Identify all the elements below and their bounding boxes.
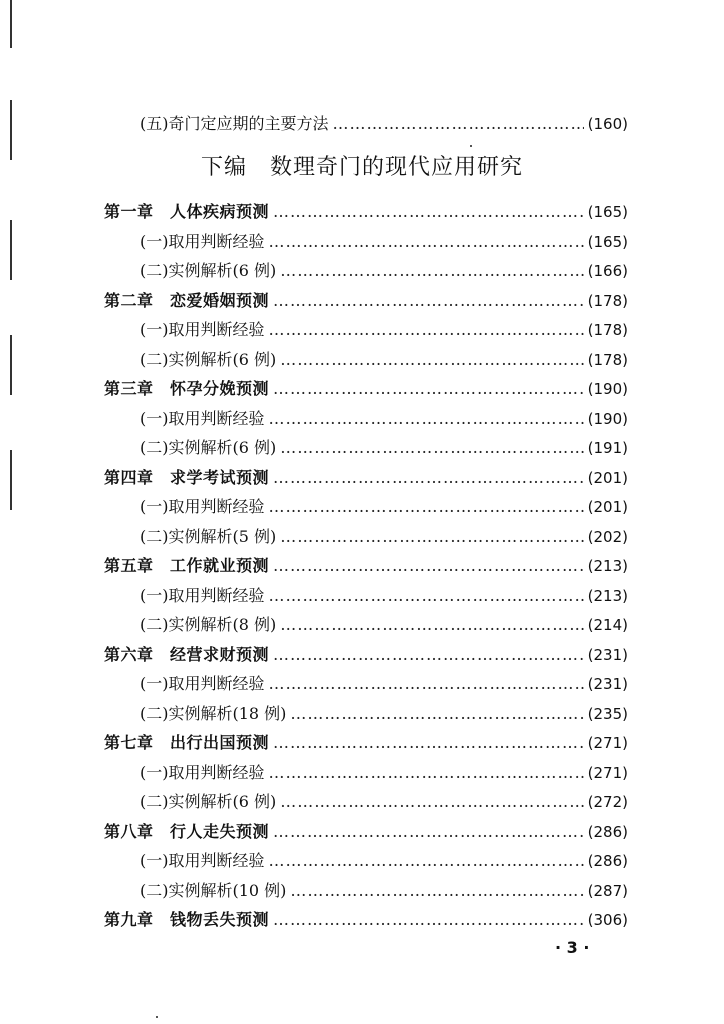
dot-leader [273, 555, 584, 577]
toc-chapter-entry[interactable] [104, 732, 628, 754]
toc-entry-page: (287) [587, 882, 628, 900]
toc-entry-page: (165) [587, 203, 628, 221]
toc-chapter-entry[interactable] [104, 909, 628, 931]
toc-section-entry[interactable] [140, 231, 628, 253]
toc-entry-page: (178) [587, 351, 628, 369]
dot-leader [269, 231, 584, 253]
toc-entry-page: (235) [587, 705, 628, 723]
toc-entry-title: (二)实例解析(5 例) [140, 527, 277, 546]
scan-edge-line [10, 335, 12, 395]
toc-entry-page: (201) [587, 469, 628, 487]
dot-leader [280, 349, 583, 371]
toc-entry-title: 第九章 钱物丢失预测 [104, 910, 270, 929]
toc-chapter-entry[interactable] [104, 290, 628, 312]
toc-entry-page: (272) [587, 793, 628, 811]
toc-chapter-entry[interactable] [104, 644, 628, 666]
dot-leader [269, 408, 584, 430]
toc-entry-title: (一)取用判断经验 [140, 674, 265, 693]
toc-section-entry[interactable] [140, 526, 628, 548]
scan-speck [470, 145, 472, 147]
dot-leader [290, 703, 583, 725]
toc-entry-title: (二)实例解析(10 例) [140, 881, 287, 900]
dot-leader [273, 467, 584, 489]
dot-leader [273, 732, 584, 754]
dot-leader [269, 319, 584, 341]
toc-entry-title: (一)取用判断经验 [140, 851, 265, 870]
toc-entry-page: (286) [587, 823, 628, 841]
dot-leader [280, 614, 583, 636]
toc-entry-page: (191) [587, 439, 628, 457]
toc-section-entry[interactable] [140, 319, 628, 341]
part-heading: 下编 数理奇门的现代应用研究 [200, 155, 523, 180]
toc-section-entry[interactable] [140, 496, 628, 518]
toc-entry-page: (213) [587, 557, 628, 575]
toc-chapter-entry[interactable] [104, 821, 628, 843]
toc-entry-page: (213) [587, 587, 628, 605]
toc-entry-page: (201) [587, 498, 628, 516]
toc-entry-page: (306) [587, 911, 628, 929]
dot-leader [280, 437, 583, 459]
toc-entry-title: (五)奇门定应期的主要方法 [140, 114, 329, 133]
dot-leader [273, 378, 584, 400]
toc-entry-title: (二)实例解析(6 例) [140, 438, 277, 457]
toc-entry-title: 第二章 恋爱婚姻预测 [104, 291, 270, 310]
toc-entry-top[interactable] [140, 113, 628, 135]
dot-leader [290, 880, 583, 902]
toc-entry-page: (190) [587, 380, 628, 398]
toc-entry-title: 第五章 工作就业预测 [104, 556, 270, 575]
toc-entry-title: 第一章 人体疾病预测 [104, 202, 270, 221]
dot-leader [333, 113, 584, 135]
toc-entry-title: (一)取用判断经验 [140, 497, 265, 516]
toc-chapter-entry[interactable] [104, 378, 628, 400]
toc-entry-page: (286) [587, 852, 628, 870]
toc-entry-title: 第四章 求学考试预测 [104, 468, 270, 487]
toc-section-entry[interactable] [140, 437, 628, 459]
dot-leader [269, 762, 584, 784]
toc-entry-page: (271) [587, 764, 628, 782]
dot-leader [273, 821, 584, 843]
toc-entry-title: 第八章 行人走失预测 [104, 822, 270, 841]
toc-entry-title: (一)取用判断经验 [140, 586, 265, 605]
toc-entry-page: (160) [587, 115, 628, 133]
toc-entry-page: (190) [587, 410, 628, 428]
toc-entry-page: (271) [587, 734, 628, 752]
toc-entry-title: (一)取用判断经验 [140, 232, 265, 251]
toc-section-entry[interactable] [140, 791, 628, 813]
toc-entry-page: (231) [587, 646, 628, 664]
toc-entry-title: 第三章 怀孕分娩预测 [104, 379, 270, 398]
toc-section-entry[interactable] [140, 762, 628, 784]
scan-speck [156, 1016, 158, 1018]
toc-entry-title: 第七章 出行出国预测 [104, 733, 270, 752]
toc-entry-page: (202) [587, 528, 628, 546]
toc-entry-title: (二)实例解析(6 例) [140, 792, 277, 811]
toc-entry-title: (二)实例解析(18 例) [140, 704, 287, 723]
toc-entry-page: (166) [587, 262, 628, 280]
toc-entry-title: 第六章 经营求财预测 [104, 645, 270, 664]
scan-edge-line [10, 220, 12, 280]
scan-edge-line [10, 0, 12, 48]
toc-entry-page: (178) [587, 292, 628, 310]
dot-leader [280, 526, 583, 548]
dot-leader [269, 850, 584, 872]
toc-section-entry[interactable] [140, 850, 628, 872]
toc-chapter-entry[interactable] [104, 555, 628, 577]
scan-edge-line [10, 450, 12, 510]
toc-section-entry[interactable] [140, 349, 628, 371]
toc-entry-page: (231) [587, 675, 628, 693]
toc-section-entry[interactable] [140, 673, 628, 695]
toc-section-entry[interactable] [140, 880, 628, 902]
toc-entry-page: (214) [587, 616, 628, 634]
toc-section-entry[interactable] [140, 703, 628, 725]
toc-entry-page: (178) [587, 321, 628, 339]
toc-entry-title: (一)取用判断经验 [140, 409, 265, 428]
toc-entry-title: (一)取用判断经验 [140, 320, 265, 339]
toc-entry-title: (二)实例解析(8 例) [140, 615, 277, 634]
dot-leader [269, 496, 584, 518]
dot-leader [273, 909, 584, 931]
toc-entry-title: (二)实例解析(6 例) [140, 350, 277, 369]
dot-leader [273, 290, 584, 312]
toc-section-entry[interactable] [140, 408, 628, 430]
dot-leader [269, 673, 584, 695]
toc-entry-title: (二)实例解析(6 例) [140, 261, 277, 280]
toc-section-entry[interactable] [140, 614, 628, 636]
dot-leader [269, 585, 584, 607]
dot-leader [280, 791, 583, 813]
toc-section-entry[interactable] [140, 260, 628, 282]
dot-leader [273, 201, 584, 223]
dot-leader [273, 644, 584, 666]
dot-leader [280, 260, 583, 282]
toc-section-entry[interactable] [140, 585, 628, 607]
toc-entry-page: (165) [587, 233, 628, 251]
toc-chapter-entry[interactable] [104, 467, 628, 489]
toc-entry-title: (一)取用判断经验 [140, 763, 265, 782]
page-number: · 3 · [555, 938, 590, 957]
toc-chapter-entry[interactable] [104, 201, 628, 223]
